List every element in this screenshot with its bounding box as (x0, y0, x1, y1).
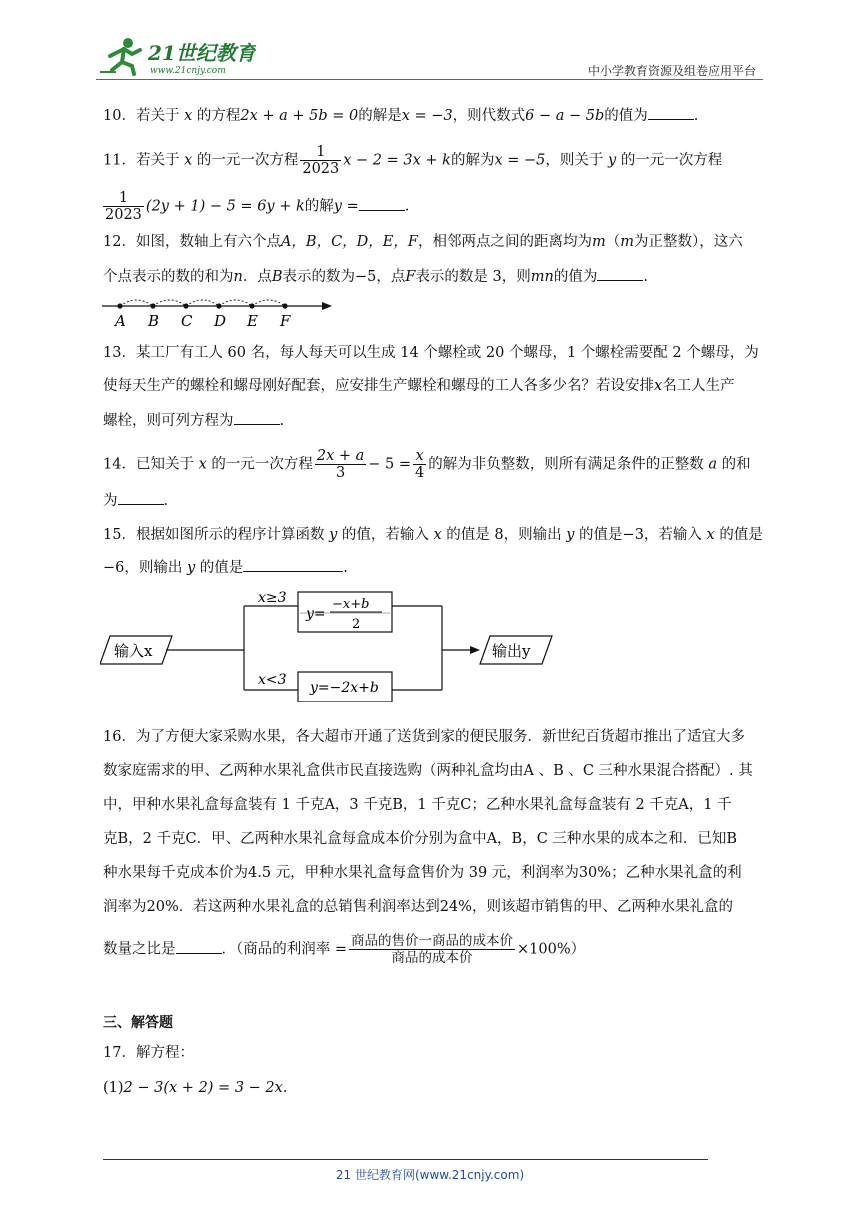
number-line-label: D (214, 312, 227, 330)
footer-text[interactable]: 21 世纪教育网(www.21cnjy.com) (335, 1168, 525, 1182)
cond-bottom: x<3 (258, 672, 287, 688)
number-line-label: C (181, 312, 193, 330)
answer-blank[interactable] (597, 266, 643, 281)
site-logo (96, 34, 256, 78)
number-line-point (282, 303, 287, 308)
question-11-line2: $\frac{1}{2023}$ (2y + 1) − 5 = 6y + k的解y = . (105, 190, 410, 223)
question-16-line4: 克B，2 千克C．甲、乙两种水果礼盒每盒成本价分别为盒中A，B，C 三种水果的成本之和．已知B (103, 831, 738, 847)
cond-top: x≥3 (258, 590, 287, 606)
question-13: 13．某工厂有工人 60 名，每人每天可以生成 14 个螺栓或 20 个螺母，1 个螺栓需要配 2 个螺母，为 (103, 345, 759, 361)
question-15: 15．根据如图所示的程序计算函数 y 的值，若输入 x 的值是 8，则输出 y 的值是−3，若输入 x 的值是 (103, 527, 763, 543)
answer-blank[interactable] (234, 410, 280, 425)
number-line-arc (186, 300, 219, 306)
number-line-label: B (148, 312, 160, 330)
output-label: 输出y (492, 642, 531, 660)
section-title: 三、解答题 (103, 1015, 173, 1031)
question-16-line6: 润率为20%．若这两种水果礼盒的总销售利润率达到24%，则该超市销售的甲、乙两种水果礼盒的 (103, 899, 733, 915)
logo-text: 21世纪教育 (148, 41, 256, 65)
question-17: 17．解方程： (103, 1045, 194, 1061)
question-15-line2: −6，则输出 y 的值是 . (103, 557, 348, 578)
number-line-label: E (247, 312, 258, 330)
number-line-label: A (115, 312, 126, 330)
number-line-arc (219, 300, 252, 306)
question-17-part1: (1)2 − 3(x + 2) = 3 − 2x. (103, 1080, 288, 1096)
question-13-line3: 螺栓，则可列方程为 . (103, 410, 284, 431)
question-14-line2: 为 . (103, 490, 168, 511)
answer-blank[interactable] (118, 490, 164, 505)
program-flowchart (100, 586, 580, 706)
answer-blank[interactable] (648, 105, 694, 120)
footer-divider (103, 1159, 708, 1160)
question-12: 12．如图，数轴上有六个点A，B，C，D，E，F，相邻两点之间的距离均为m（m为正整数），这六 (103, 234, 743, 250)
arrow-icon (470, 646, 480, 654)
question-12-line2: 个点表示的数的和为n．点B表示的数为−5，点F表示的数是 3，则mn的值为 . (103, 266, 648, 287)
question-16-line5: 种水果每千克成本价为4.5 元，甲种水果礼盒每盒售价为 39 元，利润率为30%；乙种水果礼盒的利 (103, 865, 742, 881)
question-13-line2: 使每天生产的螺栓和螺母刚好配套，应安排生产螺栓和螺母的工人各多少名？若设安排x名工人生产 (103, 378, 735, 394)
number-line-arc (120, 300, 153, 306)
question-10: 10．若关于 x 的方程2x + a + 5b = 0的解是x = −3，则代数式6 − a − 5b的值为 . (103, 105, 698, 126)
answer-blank[interactable] (359, 196, 405, 211)
question-16-line2: 数家庭需求的甲、乙两种水果礼盒供市民直接选购（两种礼盒均由A 、B 、C 三种水果混合搭配）. 其 (103, 763, 753, 779)
formula-bottom: y=−2x+b (310, 680, 379, 696)
number-line-arc (153, 300, 186, 306)
number-line-arc (252, 300, 285, 306)
formula-top-den: 2 (352, 617, 361, 632)
question-11: 11．若关于 x 的一元一次方程 $\frac{1}{2023}$ x − 2 = 3x + k的解为x = −5，则关于 y 的一元一次方程 (103, 144, 723, 177)
input-label: 输入x (114, 642, 153, 660)
answer-blank[interactable] (176, 939, 222, 954)
runner-logo-icon (100, 38, 140, 74)
arrow-icon (322, 302, 332, 310)
number-line-figure (100, 294, 340, 334)
question-14: 14．已知关于 x 的一元一次方程 $\frac{2x + a}{3}$ − 5 = $\frac{x}{4}$ 的解为非负整数，则所有满足条件的正整数 a 的和 (103, 448, 751, 481)
question-16-line7: 数量之比是 ．（商品的利润率 = $\frac{\text{商品的售价一商品的成本价}}{\text{商品的成本价}}$ ×100%） (103, 933, 586, 966)
answer-blank[interactable] (243, 557, 343, 572)
header-divider (96, 79, 763, 80)
formula-top-num: −x+b (332, 597, 370, 612)
question-16-line3: 中，甲种水果礼盒每盒装有 1 千克A，3 千克B，1 千克C；乙种水果礼盒每盒装有 2 千克A，1 千 (103, 797, 732, 813)
number-line-label: F (280, 312, 291, 330)
question-16: 16．为了方便大家采购水果，各大超市开通了送货到家的便民服务．新世纪百货超市推出了适宜大多 (103, 729, 745, 745)
logo-url: www.21cnjy.com (150, 66, 226, 76)
header-platform-text: 中小学教育资源及组卷应用平台 (587, 64, 756, 78)
formula-top-lhs: y= (306, 606, 326, 622)
